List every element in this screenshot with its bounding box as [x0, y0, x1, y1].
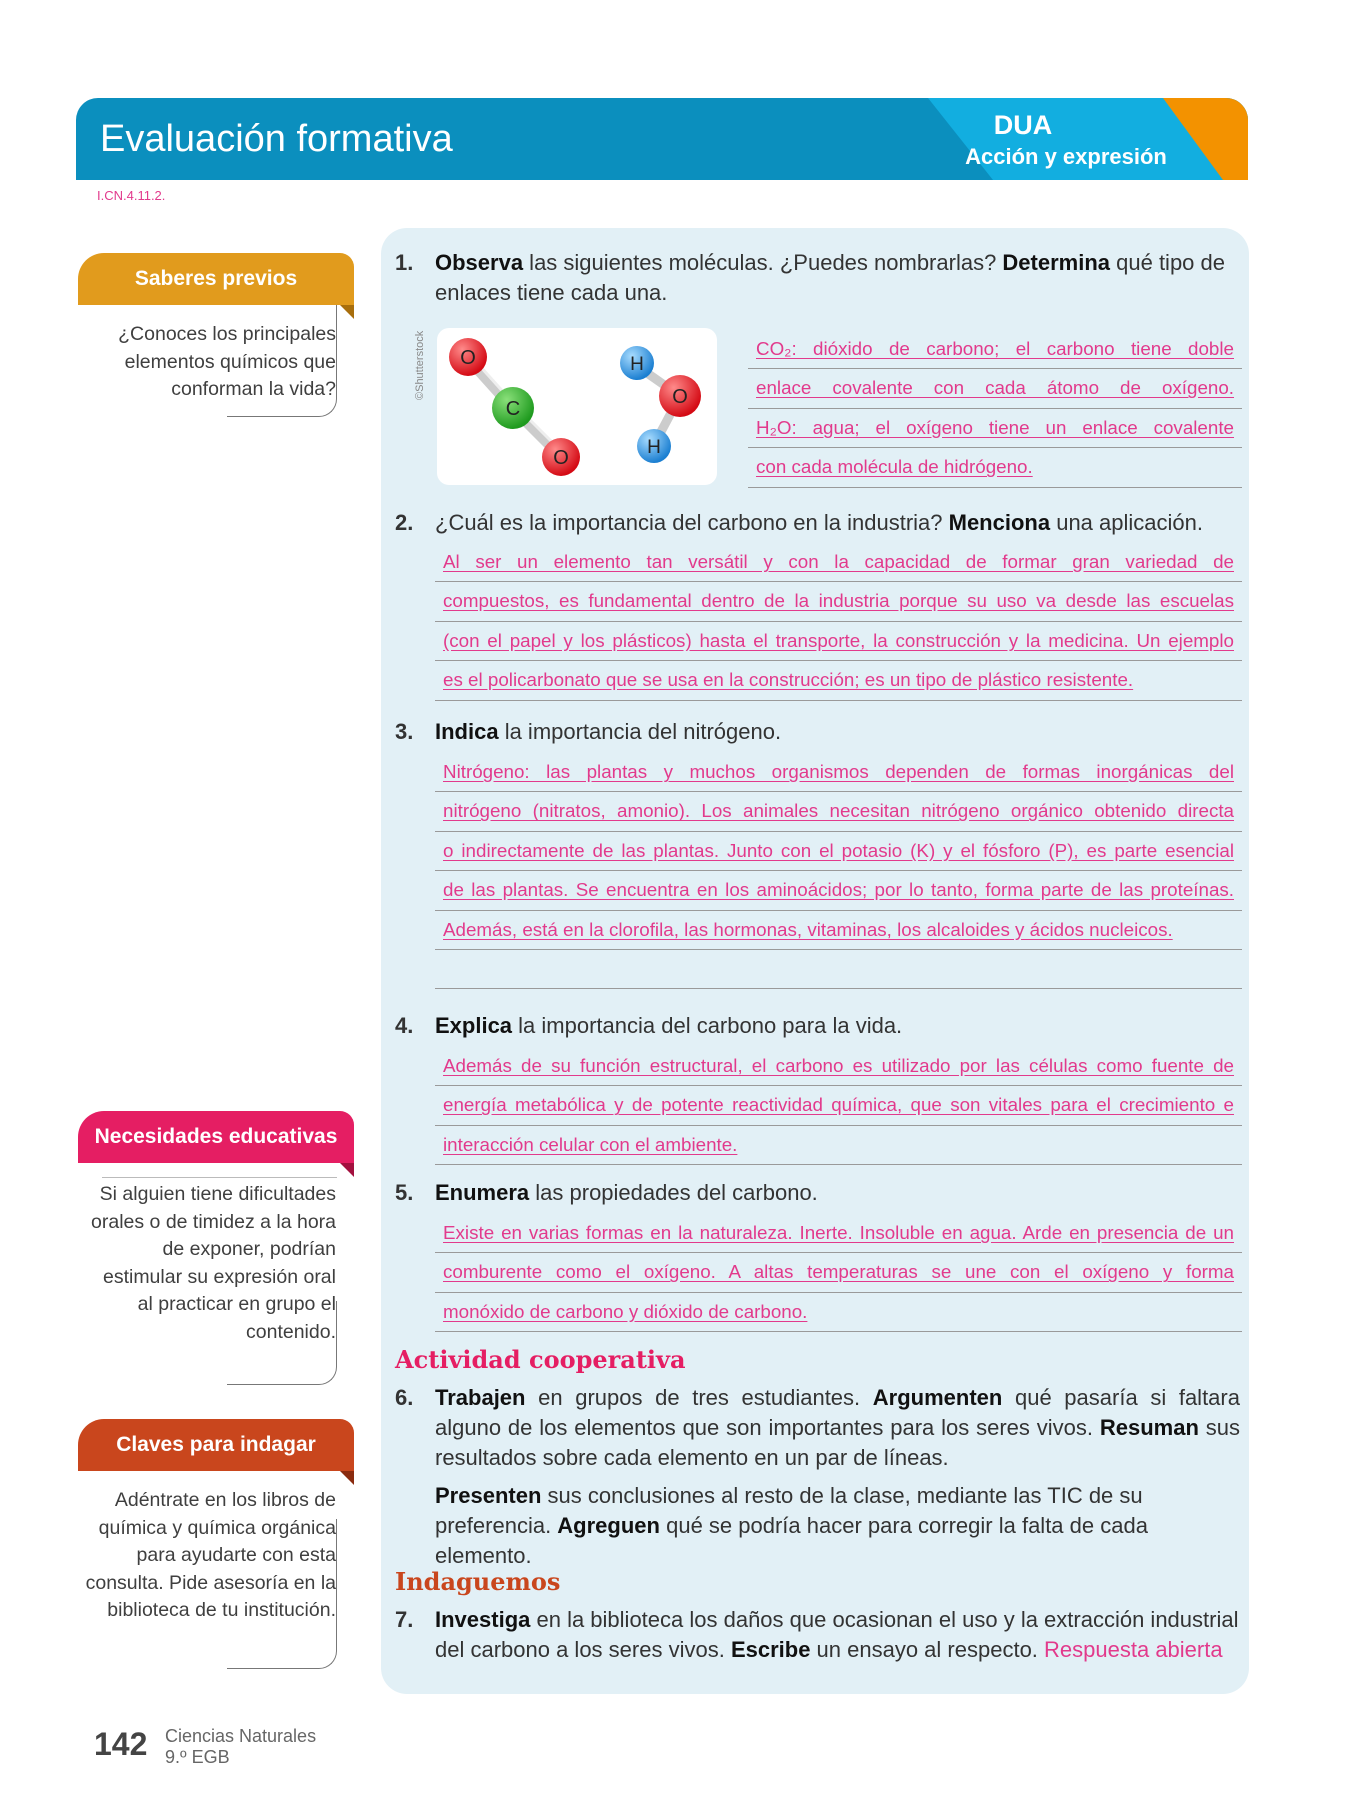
- claves-para-indagar-text: Adéntrate en los libros de química y química orgánica para ayudarte con esta consulta. Pide asesoría en la biblioteca de tu institución.: [85, 1489, 336, 1621]
- question-3: [395, 717, 1240, 747]
- question-phrase: una aplicación.: [1050, 510, 1203, 535]
- question-phrase: en la biblioteca los daños que ocasionan el uso y la extracción industrial del carbono a los seres vivos.: [435, 1607, 1239, 1662]
- question-number: 7.: [395, 1607, 414, 1632]
- atom-label: O: [553, 447, 569, 469]
- answer-line: comburente como el oxígeno. A altas temperaturas se une con el oxígeno y forma: [435, 1253, 1242, 1292]
- bracket-divider: [227, 305, 337, 417]
- question-1: [395, 248, 1240, 308]
- instruction-verb: Determina: [1002, 250, 1111, 275]
- answer-q3: [435, 753, 1242, 989]
- necesidades-educativas-label: Necesidades educativas: [94, 1125, 338, 1148]
- question-text: [435, 1011, 1240, 1041]
- necesidades-educativas-title: [78, 1111, 354, 1163]
- answer-line: es el policarbonato que se usa en la construcción; es un tipo de plástico resistente.: [435, 661, 1242, 700]
- question-number: 3.: [395, 719, 414, 744]
- instruction-verb: Observa: [435, 250, 524, 275]
- claves-para-indagar-label: Claves para indagar: [116, 1433, 316, 1456]
- question-phrase: en grupos de tres estudiantes.: [525, 1385, 873, 1410]
- question-phrase: sus conclusiones al resto de la clase, mediante las TIC de su preferencia.: [435, 1483, 1143, 1538]
- instruction-verb: Enumera: [435, 1180, 530, 1205]
- instruction-verb: Agreguen: [557, 1513, 660, 1538]
- answer-line: Nitrógeno: las plantas y muchos organismos dependen de formas inorgánicas del: [435, 753, 1242, 792]
- question-phrase: ¿Cuál es la importancia del carbono en la industria?: [435, 510, 949, 535]
- instruction-verb: Argumenten: [872, 1385, 1003, 1410]
- question-phrase: un ensayo al respecto.: [810, 1637, 1045, 1662]
- question-phrase: sus resultados sobre cada elemento en un par de líneas.: [435, 1415, 1240, 1470]
- molecules-image: [437, 328, 717, 485]
- indicator-code: I.CN.4.11.2.: [97, 188, 166, 203]
- answer-line: o indirectamente de las plantas. Junto con el potasio (K) y el fósforo (P), es parte esencial: [435, 832, 1242, 871]
- question-phrase: qué pasaría si faltara alguno de los elementos que son importantes para los seres vivos.: [435, 1385, 1240, 1440]
- question-text: [435, 248, 1240, 308]
- question-6: [395, 1383, 1240, 1473]
- instruction-verb: Presenten: [435, 1483, 542, 1508]
- instruction-verb: Explica: [435, 1013, 513, 1038]
- question-phrase: qué se podría hacer para corregir la falta de cada elemento.: [435, 1513, 1148, 1568]
- answer-q5: [435, 1214, 1242, 1332]
- question-7: [395, 1605, 1240, 1665]
- instruction-verb: Menciona: [948, 510, 1051, 535]
- atom-label: O: [672, 386, 688, 408]
- instruction-verb: Investiga: [435, 1607, 531, 1632]
- question-number: 4.: [395, 1013, 414, 1038]
- answer-line: monóxido de carbono y dióxido de carbono.: [435, 1293, 1242, 1332]
- question-text: [435, 717, 1240, 747]
- answer-line: de las plantas. Se encuentra en los aminoácidos; por lo tanto, forma parte de las proteínas.: [435, 871, 1242, 910]
- claves-para-indagar-box: [78, 1419, 354, 1625]
- answer-note: Respuesta abierta: [1044, 1637, 1223, 1662]
- page-header: [76, 98, 1248, 180]
- divider: [102, 1177, 337, 1178]
- question-2: [395, 508, 1240, 538]
- saberes-previos-text: ¿Conoces los principales elementos químicos que conforman la vida?: [118, 323, 336, 400]
- question-phrase: la importancia del nitrógeno.: [498, 719, 782, 744]
- answer-q4: [435, 1047, 1242, 1165]
- necesidades-educativas-text: Si alguien tiene dificultades orales o de timidez a la hora de exponer, podrían estimular su expresión oral al practicar en grupo el contenido.: [91, 1183, 336, 1343]
- question-text: [435, 1481, 1240, 1571]
- question-number: 6.: [395, 1385, 414, 1410]
- answer-line: Además de su función estructural, el carbono es utilizado por las células como fuente de: [435, 1047, 1242, 1086]
- question-text: [435, 1178, 1240, 1208]
- answer-line: Además, está en la clorofila, las hormonas, vitaminas, los alcaloides y ácidos nucleicos.: [435, 911, 1242, 950]
- page-number: 142: [94, 1726, 148, 1762]
- claves-para-indagar-title: [78, 1419, 354, 1471]
- footer-grade: 9.º EGB: [165, 1747, 230, 1767]
- answer-line: Existe en varias formas en la naturaleza. Inerte. Insoluble en agua. Arde en presencia de un: [435, 1214, 1242, 1253]
- question-5: [395, 1178, 1240, 1208]
- answer-line: CO₂: dióxido de carbono; el carbono tiene doble: [748, 330, 1242, 369]
- saberes-previos-title: [78, 253, 354, 305]
- answer-line: energía metabólica y de potente reactividad química, que son vitales para el crecimiento e: [435, 1086, 1242, 1125]
- instruction-verb: Resuman: [1099, 1415, 1199, 1440]
- atom-label: C: [505, 398, 521, 420]
- dua-subtitle: Acción y expresión: [965, 144, 1167, 169]
- question-text: [435, 1605, 1240, 1665]
- question-4: [395, 1011, 1240, 1041]
- bracket-divider: [227, 1301, 337, 1385]
- question-phrase: la importancia del carbono para la vida.: [512, 1013, 903, 1038]
- section-actividad-cooperativa: Actividad cooperativa: [395, 1345, 686, 1374]
- question-number: 2.: [395, 510, 414, 535]
- answer-line: H₂O: agua; el oxígeno tiene un enlace covalente: [748, 409, 1242, 448]
- question-text: [435, 1383, 1240, 1473]
- question-6-continuation: [395, 1481, 1240, 1571]
- page-title: Evaluación formativa: [100, 118, 453, 160]
- answer-line: [435, 950, 1242, 989]
- h2o-molecule: [620, 346, 701, 463]
- instruction-verb: Trabajen: [435, 1385, 526, 1410]
- answer-line: enlace covalente con cada átomo de oxígeno.: [748, 369, 1242, 408]
- co2-molecule: [449, 338, 580, 476]
- answer-line: nitrógeno (nitratos, amonio). Los animales necesitan nitrógeno orgánico obtenido directa: [435, 792, 1242, 831]
- footer-subject: Ciencias Naturales: [165, 1726, 317, 1746]
- atom-label: O: [460, 347, 476, 369]
- instruction-verb: Escribe: [730, 1637, 811, 1662]
- question-number: 5.: [395, 1180, 414, 1205]
- saberes-previos-box: [78, 253, 354, 404]
- answer-q2: [435, 543, 1242, 701]
- answer-q1: [748, 330, 1242, 488]
- answer-line: Al ser un elemento tan versátil y con la capacidad de formar gran variedad de: [435, 543, 1242, 582]
- saberes-previos-label: Saberes previos: [134, 267, 298, 290]
- necesidades-educativas-box: [78, 1111, 354, 1346]
- molecule-models: [437, 328, 717, 485]
- dua-title: DUA: [993, 110, 1053, 140]
- question-number: 1.: [395, 250, 414, 275]
- image-credit: ©Shutterstock: [414, 330, 426, 400]
- atom-label: H: [647, 437, 661, 458]
- atom-label: H: [630, 354, 644, 375]
- section-indaguemos: Indaguemos: [395, 1567, 561, 1596]
- question-text: [435, 508, 1240, 538]
- answer-line: compuestos, es fundamental dentro de la industria porque su uso va desde las escuelas: [435, 582, 1242, 621]
- question-phrase: qué tipo de enlaces tiene cada una.: [435, 250, 1225, 305]
- instruction-verb: Indica: [435, 719, 499, 744]
- question-phrase: las propiedades del carbono.: [529, 1180, 818, 1205]
- question-phrase: las siguientes moléculas. ¿Puedes nombrarlas?: [523, 250, 1003, 275]
- answer-line: interacción celular con el ambiente.: [435, 1126, 1242, 1165]
- answer-line: con cada molécula de hidrógeno.: [748, 448, 1242, 487]
- bracket-divider: [227, 1519, 337, 1669]
- answer-line: (con el papel y los plásticos) hasta el transporte, la construcción y la medicina. Un ejemplo: [435, 622, 1242, 661]
